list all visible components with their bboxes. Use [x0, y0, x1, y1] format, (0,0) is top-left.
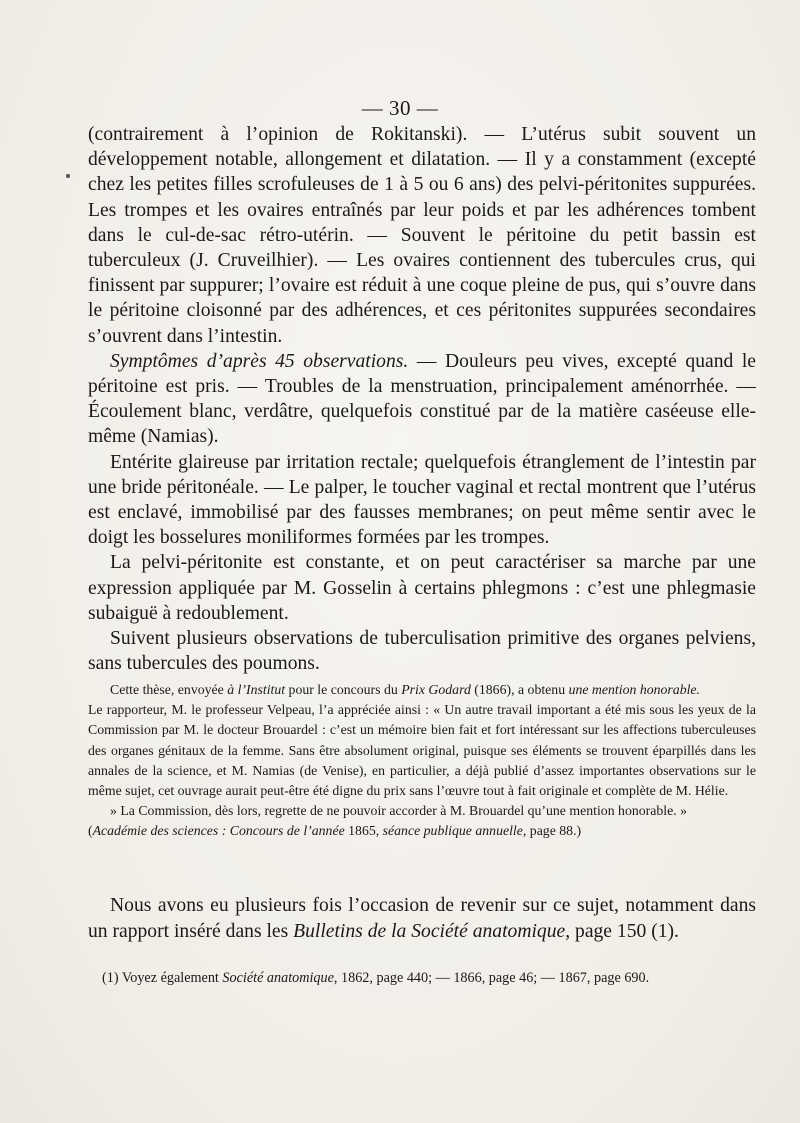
- note-paragraph: [88, 821, 756, 841]
- note-paragraph-segment: séance publique annuelle: [382, 823, 523, 839]
- note-paragraph-segment: à l’Institut: [227, 682, 286, 697]
- body-paragraph-segment: La pelvi-péritonite est constante, et on peut caractériser sa marche par une expression appliquée par M. Gosselin à certains phlegmons : c’est une phlegmasie subaiguë à redoublement.: [88, 552, 756, 624]
- note-paragraph-segment: , page 88.): [522, 823, 582, 839]
- body-paragraph-segment: (contrairement à l’opinion de Rokitanski). — L’utérus subit souvent un développement notable, allongement et dilatation. — Il y a constamment (excepté chez les petites filles scrofuleuses de 1 à 5 ou 6 ans) des pelvi-péritonites suppurées. Les trompes et les ovaires entraînés par leur poids et par les adhérences tombent dans le cul-de-sac rétro-utérin. — Souvent le péritoine du petit bassin est tuberculeux (J. Cruveilhier). — Les ovaires contiennent des tubercules crus, qui finissent par suppurer; l’ovaire est réduit à une coque pleine de pus, qui s’ouvre dans le péritoine cloisonné par des adhérences, et ces péritonites suppurées secondaires s’ouvrent dans l’intestin.: [88, 124, 756, 347]
- body-paragraph: [88, 550, 756, 626]
- note-paragraph: [88, 700, 756, 801]
- closing-paragraph: [88, 893, 756, 944]
- note-paragraph-segment: (: [88, 823, 93, 839]
- body-paragraph: [88, 626, 756, 676]
- note-paragraph-segment: (1866), a obtenu: [470, 682, 569, 697]
- note-paragraph-segment: Cette thèse, envoyée: [110, 682, 228, 697]
- note-paragraph: [88, 801, 756, 821]
- footnote: [88, 968, 756, 988]
- body-paragraph-segment: Entérite glaireuse par irritation rectale; quelquefois étranglement de l’intestin par une bride péritonéale. — Le palper, le toucher vaginal et rectal montrent que l’utérus est enclavé, immobilisé par des fausses membranes; on peut même sentir avec le doigt les bosselures moniliformes formées par les trompes.: [88, 451, 756, 549]
- final-paragraph-segment: Nous avons eu plusieurs fois l’occasion de revenir sur ce sujet, notamment dans un rapport inséré dans les: [88, 895, 756, 942]
- footnote-segment: , 1862, page 440; — 1866, page 46; — 1867, page 690.: [333, 970, 650, 986]
- body-paragraph: [88, 450, 756, 551]
- note-paragraph-segment: une mention honorable.: [568, 682, 700, 697]
- body-paragraph: [88, 122, 756, 349]
- body-paragraph-segment: Symptômes d’après 45 observations.: [110, 350, 409, 372]
- note-paragraph-segment: » La Commission, dès lors, regrette de ne pouvoir accorder à M. Brouardel qu’une mention honorable. »: [110, 803, 688, 819]
- footnote-segment: (1) Voyez également: [102, 970, 223, 986]
- body-paragraph-segment: Suivent plusieurs observations de tuberculisation primitive des organes pelviens, sans tubercules des poumons.: [88, 628, 756, 675]
- final-paragraph: [88, 893, 756, 944]
- body-paragraph-segment: — Douleurs peu vives, excepté quand le péritoine est pris. — Troubles de la menstruation, principalement aménorrhée. — Écoulement blanc, verdâtre, quelquefois constitué par de la matière caséeuse elle-même (Namias).: [88, 350, 756, 448]
- footnote-segment: Société anatomique: [222, 970, 334, 986]
- final-paragraph-segment: Bulletins de la Société anatomique: [293, 920, 566, 942]
- note-paragraph-segment: 1865,: [344, 823, 383, 839]
- note-paragraph-segment: Le rapporteur, M. le professeur Velpeau, l’a appréciée ainsi : « Un autre travail important a été mis sous les yeux de la Commission par M. le docteur Brouardel : c’est un mémoire bien fait et fort intéressant sur les affections tuberculeuses des organes génitaux de la femme. Sans être absolument original, puisque ses éléments se trouvent éparpillés dans les annales de la science, et M. Namias (de Venise), en particulier, a déjà publié d’assez importantes observations sur le même sujet, cet ouvrage aurait peut-être été digne du prix sans l’œuvre tout à fait originale et complète de M. Hélie.: [88, 702, 756, 799]
- note-paragraph-segment: pour le concours du: [285, 682, 402, 697]
- page-number: — 30 —: [361, 96, 439, 120]
- note-paragraph: [88, 680, 756, 700]
- footnote-paragraph: [88, 968, 756, 988]
- final-paragraph-segment: , page 150 (1).: [565, 920, 679, 942]
- body-paragraph: [88, 349, 756, 450]
- main-text: [88, 122, 756, 676]
- note-paragraph-segment: Prix Godard: [401, 682, 471, 697]
- thesis-note: [88, 680, 756, 842]
- ink-speck: [66, 174, 70, 178]
- note-paragraph-segment: Académie des sciences : Concours de l’année: [92, 823, 345, 839]
